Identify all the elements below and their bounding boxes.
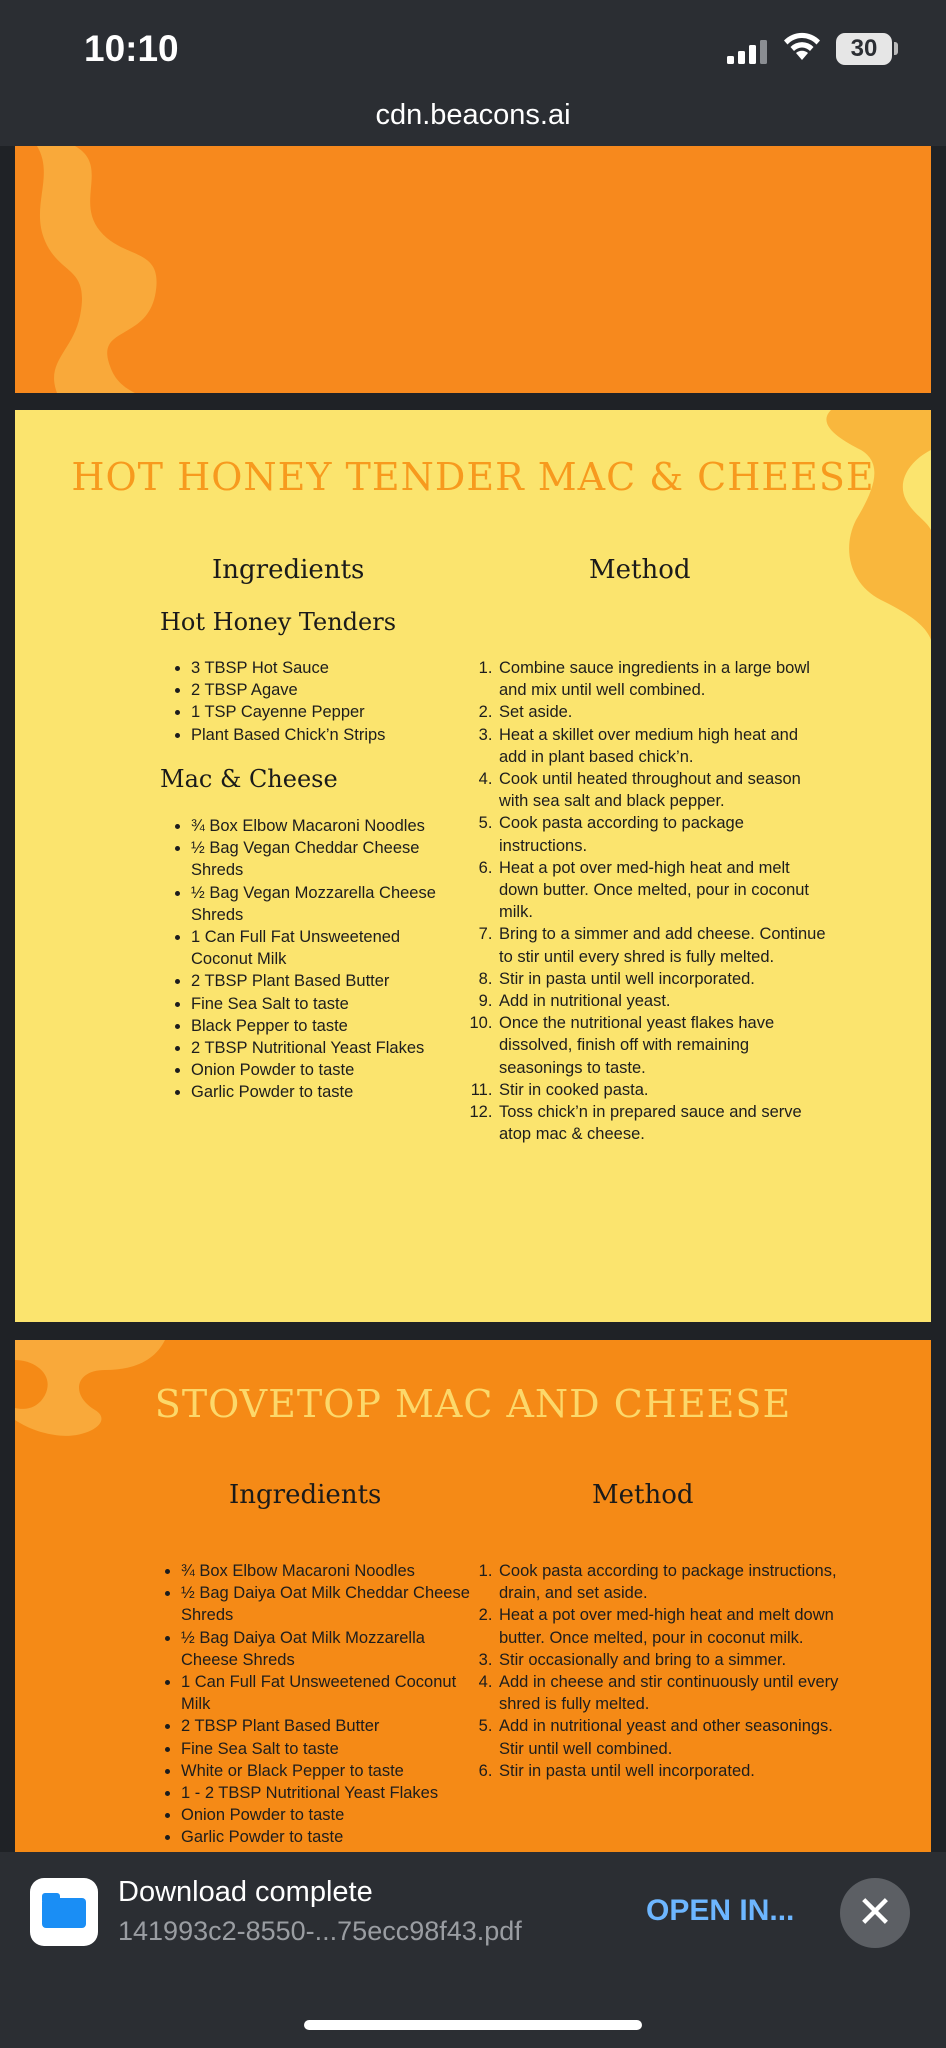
ingredient-item: • 3 TBSP Hot Sauce bbox=[191, 657, 451, 679]
status-bar bbox=[0, 0, 946, 100]
clock: 10:10 bbox=[84, 28, 179, 69]
download-status: Download complete bbox=[118, 1876, 373, 1908]
cellular-signal-icon bbox=[727, 40, 769, 64]
method-heading: Method bbox=[592, 1480, 694, 1510]
url-text: cdn.beacons.ai bbox=[375, 99, 571, 131]
method-step: 8. Stir in pasta until well incorporated. bbox=[497, 968, 827, 990]
ingredient-item: • 2 TBSP Plant Based Butter bbox=[181, 1715, 481, 1737]
pdf-page-stovetop-recipe bbox=[15, 1340, 931, 1852]
method-step: 4. Cook until heated throughout and season with sea salt and black pepper. bbox=[497, 768, 827, 812]
ingredient-item: • 2 TBSP Plant Based Butter bbox=[191, 970, 441, 992]
ingredients-heading: Ingredients bbox=[212, 555, 365, 585]
close-icon[interactable]: ✕ bbox=[840, 1878, 910, 1948]
files-app-icon bbox=[30, 1878, 98, 1946]
ingredient-item: • 1 TSP Cayenne Pepper bbox=[191, 701, 451, 723]
method-step: 2. Set aside. bbox=[497, 701, 827, 723]
method-step: 6. Heat a pot over med-high heat and melt down butter. Once melted, pour in coconut milk. bbox=[497, 857, 827, 924]
tenders-heading: Hot Honey Tenders bbox=[160, 608, 397, 636]
ingredient-item: • 1 - 2 TBSP Nutritional Yeast Flakes bbox=[181, 1782, 481, 1804]
pdf-page-cover bbox=[15, 146, 931, 393]
method-step: 12. Toss chick’n in prepared sauce and serve atop mac & cheese. bbox=[497, 1101, 827, 1145]
method-step: 4. Add in cheese and stir continuously until every shred is fully melted. bbox=[497, 1671, 857, 1715]
method-step: 5. Add in nutritional yeast and other seasonings. Stir until well combined. bbox=[497, 1715, 857, 1759]
ingredient-item: • ¾ Box Elbow Macaroni Noodles bbox=[191, 815, 441, 837]
decorative-wave bbox=[15, 146, 215, 393]
decorative-wave bbox=[811, 410, 931, 640]
ingredient-item: • 1 Can Full Fat Unsweetened Coconut Milk bbox=[191, 926, 441, 970]
ingredient-item: • ½ Bag Vegan Mozzarella Cheese Shreds bbox=[191, 882, 441, 926]
ingredient-item: • Garlic Powder to taste bbox=[191, 1081, 441, 1103]
open-in-button[interactable]: OPEN IN... bbox=[646, 1894, 795, 1927]
ingredients-heading: Ingredients bbox=[229, 1480, 382, 1510]
pdf-page-hot-honey-recipe bbox=[15, 410, 931, 1322]
ingredient-item: • 2 TBSP Nutritional Yeast Flakes bbox=[191, 1037, 441, 1059]
ingredient-item: • Garlic Powder to taste bbox=[181, 1826, 481, 1848]
home-indicator[interactable] bbox=[304, 2020, 642, 2030]
ingredient-item: • Onion Powder to taste bbox=[181, 1804, 481, 1826]
battery-nub bbox=[894, 42, 898, 55]
ingredient-item: • Black Pepper to taste bbox=[191, 1015, 441, 1037]
method-step: 7. Bring to a simmer and add cheese. Continue to stir until every shred is fully melted. bbox=[497, 923, 827, 967]
method-list bbox=[467, 657, 827, 1145]
ingredient-item: • ½ Bag Daiya Oat Milk Cheddar Cheese Shreds bbox=[181, 1582, 481, 1626]
method-step: 5. Cook pasta according to package instructions. bbox=[497, 812, 827, 856]
recipe-title: STOVETOP MAC AND CHEESE bbox=[154, 1382, 792, 1426]
ingredient-item: • Plant Based Chick’n Strips bbox=[191, 724, 451, 746]
download-filename: 141993c2-8550-...75ecc98f43.pdf bbox=[118, 1916, 522, 1946]
method-step: 3. Stir occasionally and bring to a simmer. bbox=[497, 1649, 857, 1671]
address-bar[interactable] bbox=[0, 95, 946, 145]
ingredient-item: • 2 TBSP Agave bbox=[191, 679, 451, 701]
recipe-title: HOT HONEY TENDER MAC & CHEESE bbox=[71, 455, 875, 499]
method-step: 10. Once the nutritional yeast flakes have dissolved, finish off with remaining seasonings to taste. bbox=[497, 1012, 827, 1079]
mac-heading: Mac & Cheese bbox=[160, 765, 338, 793]
ingredient-item: • Fine Sea Salt to taste bbox=[181, 1738, 481, 1760]
method-list bbox=[467, 1560, 857, 1782]
method-heading: Method bbox=[589, 555, 691, 585]
method-step: 2. Heat a pot over med-high heat and melt down butter. Once melted, pour in coconut milk. bbox=[497, 1604, 857, 1648]
wifi-icon bbox=[782, 32, 822, 62]
tenders-ingredient-list bbox=[169, 657, 451, 746]
ingredient-item: • Onion Powder to taste bbox=[191, 1059, 441, 1081]
method-step: 11. Stir in cooked pasta. bbox=[497, 1079, 827, 1101]
ingredient-item: • ¾ Box Elbow Macaroni Noodles bbox=[181, 1560, 481, 1582]
ingredient-item: • ½ Bag Vegan Cheddar Cheese Shreds bbox=[191, 837, 441, 881]
method-step: 1. Combine sauce ingredients in a large bowl and mix until well combined. bbox=[497, 657, 827, 701]
download-banner bbox=[0, 1852, 946, 2048]
method-step: 9. Add in nutritional yeast. bbox=[497, 990, 827, 1012]
battery-indicator: 30 bbox=[836, 33, 892, 65]
method-step: 1. Cook pasta according to package instructions, drain, and set aside. bbox=[497, 1560, 857, 1604]
ingredient-list bbox=[159, 1560, 481, 1849]
mac-ingredient-list bbox=[169, 815, 441, 1104]
ingredient-item: • Fine Sea Salt to taste bbox=[191, 993, 441, 1015]
ingredient-item: • ½ Bag Daiya Oat Milk Mozzarella Cheese Shreds bbox=[181, 1627, 481, 1671]
ingredient-item: • White or Black Pepper to taste bbox=[181, 1760, 481, 1782]
method-step: 6. Stir in pasta until well incorporated. bbox=[497, 1760, 857, 1782]
pdf-viewer[interactable] bbox=[0, 146, 946, 1852]
method-step: 3. Heat a skillet over medium high heat and add in plant based chick’n. bbox=[497, 724, 827, 768]
ingredient-item: • 1 Can Full Fat Unsweetened Coconut Milk bbox=[181, 1671, 481, 1715]
